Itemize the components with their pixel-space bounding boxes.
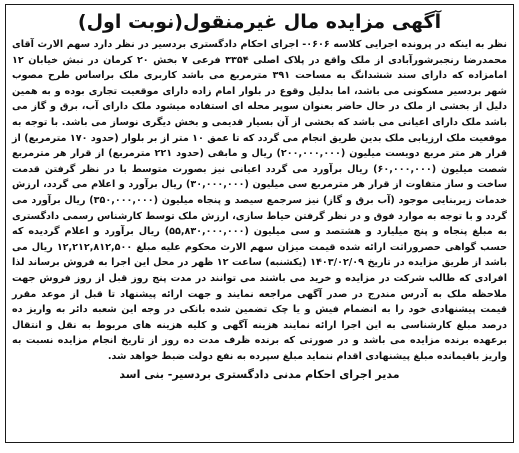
notice-title: آگهی مزایده مال غیرمنقول(نوبت اول) (77, 11, 442, 33)
notice-body: نظر به اینکه در پرونده اجرایی کلاسه ۰۶۰۶- اجرای احکام دادگستری بردسیر در نظر دارد سهم الارث آقای محمدرضا رنجبرشورآبادی از ملک واقع در پلاک اصلی ۳۳۵۴ فرعی ۷ بخش ۲۰ کرمان در نبش خیابان ۱۲ امامزاده که دارای سند ششدانگ به مساحت ۳۹۱ مترمربع می باشد کاربری ملک براساس طرح مصوب شهر بردسیر مسکونی می باشد، اما بدلیل وقوع در بلوار امام زاده دارای موقعیت تجاری بوده و به همین دلیل از بخشی از ملک در حال حاضر بعنوان سوپر محله ای استفاده میشود ملک دارای آب، برق و گاز می باشد ملک دارای اعیانی می باشد که بخشی از آن بسیار قدیمی و بخش دیگری نوساز می باشد. با توجه به موقعیت ملک ارزیابی ملک بدین طریق انجام می گردد که تا عمق ۱۰ متر از بر بلوار (حدود ۱۷۰ مترمربع) از قرار هر متر مربع دویست میلیون (۲۰۰,۰۰۰,۰۰۰) ریال و مابقی (حدود ۲۲۱ مترمربع) از قرار هر مترمربع شصت میلیون (۶۰,۰۰۰,۰۰۰) ریال برآورد می گردد اعیانی نیز بصورت متوسط با در نظر گرفتن قدمت ساخت و ساز متفاوت از قرار هر مترمربع سی میلیون (۳۰,۰۰۰,۰۰۰) ریال برآورد و اعلام می گردد، ارزش خدمات زیربنایی موجود (آب برق و گاز) نیز سرجمع سیصد و پنجاه میلیون (۳۵۰,۰۰۰,۰۰۰) ریال برآورد می گردد و با توجه به موارد فوق و در نظر گرفتن حیاط سازی، ارزش ملک توسط کارشناس رسمی دادگستری به مبلغ پنجاه و پنج میلیارد و هشتصد و سی میلیون (۵۵,۸۳۰,۰۰۰,۰۰۰) ریال برآورد و اعلام گردیده که حسب گواهی حصروراثت ارائه شده قیمت میزان سهم الارث محکوم علیه مبلغ ۱۲,۲۱۲,۸۱۲,۵۰۰ ریال می باشد از طریق مزایده در تاریخ ۱۴۰۳/۰۲/۰۹ (یکشنبه) ساعت ۱۲ ظهر در محل این اجرا به فروش برساند لذا افرادی که طالب شرکت در مزایده و خرید می باشند می توانند در مدت پنج روز قبل از روز فروش جهت ملاحظه ملک به آدرس مندرج در صدر آگهی مراجعه نمایند و جهت ارائه پیشنهاد تا قبل از موعد مقرر قیمت پیشنهادی خود را به انضمام فیش و یا چک تضمین شده بانکی در وجه این شعبه دائر به واریز ده درصد مبلغ کارشناسی به این اجرا ارائه نمایند هزینه آگهی و کلیه هزینه های مربوط به نقل و انتقال برعهده برنده مزایده می باشد و در صورتی که برنده ظرف مدت ده روز از تاریخ انجام مزایده نسبت به واریز باقیمانده مبلغ پیشنهادی اقدام ننماید مبلغ سپرده به نفع دولت ضبط خواهد شد. (12, 39, 508, 362)
notice-signature: مدیر اجرای احکام مدنی دادگستری بردسیر- بنی اسد (119, 368, 400, 382)
auction-notice (5, 4, 514, 443)
